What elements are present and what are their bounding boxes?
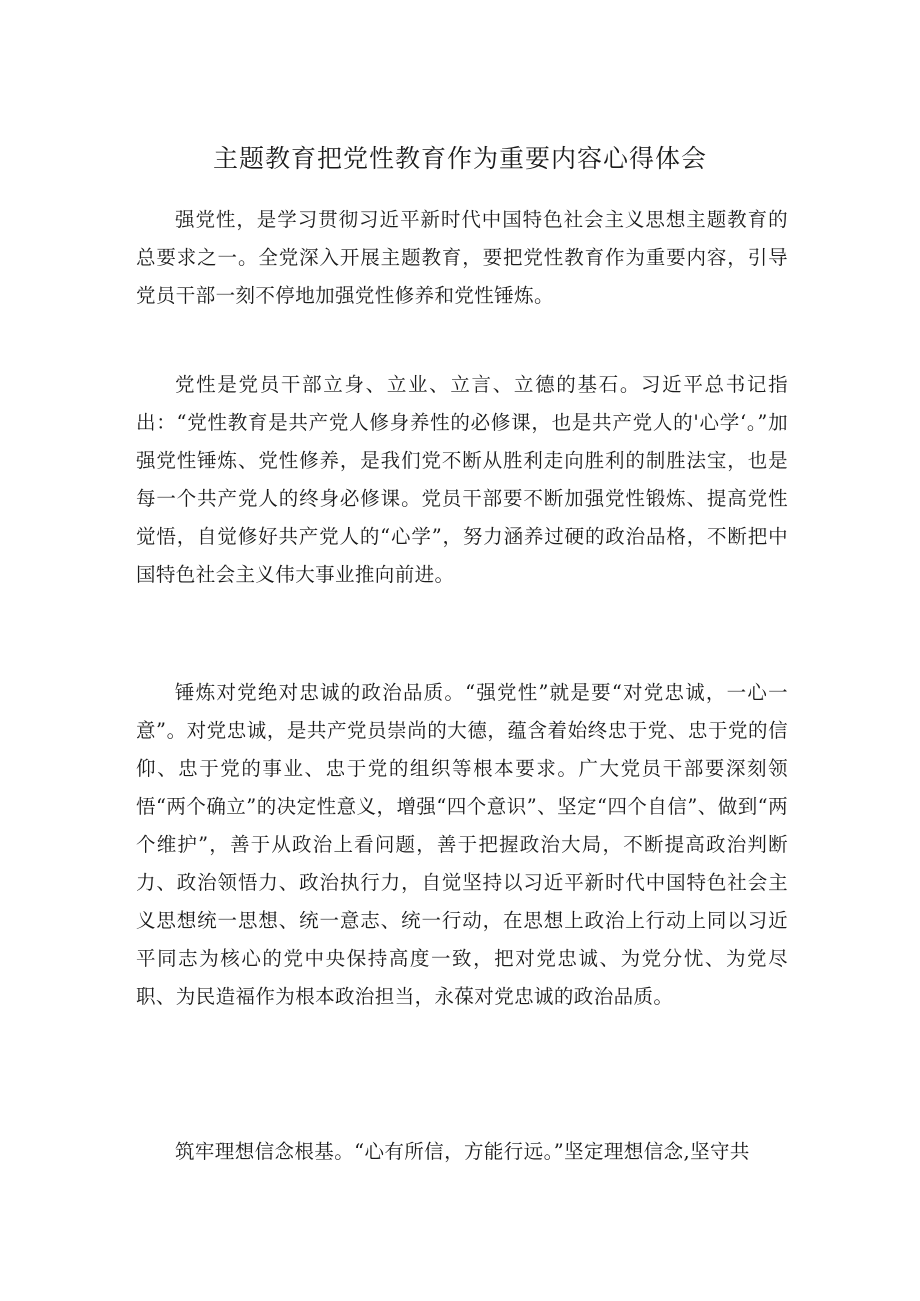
paragraph-loyalty: 锤炼对党绝对忠诚的政治品质。“强党性”就是要“对党忠诚，一心一意”。对党忠诚，是共产党员崇尚的大德，蕴含着始终忠于党、忠于党的信仰、忠于党的事业、忠于党的组织等根本要求。广大党员干部要深刻领悟“两个确立”的决定性意义，增强“四个意识”、坚定“四个自信”、做到“两个维护”，善于从政治上看问题，善于把握政治大局，不断提高政治判断力、政治领悟力、政治执行力，自觉坚持以习近平新时代中国特色社会主义思想统一思想、统一意志、统一行动，在思想上政治上行动上同以习近平同志为核心的党中央保持高度一致，把对党忠诚、为党分忧、为党尽职、为民造福作为根本政治担当，永葆对党忠诚的政治品质。 (136, 681, 788, 1008)
document-title: 主题教育把党性教育作为重要内容心得体会 (212, 144, 707, 173)
paragraph-ideals-beliefs: 筑牢理想信念根基。“心有所信，方能行远。”坚定理想信念,坚守共 (175, 1140, 750, 1163)
paragraph-party-spirit-foundation: 党性是党员干部立身、立业、立言、立德的基石。习近平总书记指出：“党性教育是共产党人修身养性的必修课，也是共产党人的'心学‘。”加强党性锤炼、党性修养，是我们党不断从胜利走向胜利的制胜法宝，也是每一个共产党人的终身必修课。党员干部要不断加强党性锻炼、提高党性觉悟，自觉修好共产党人的“心学”，努力涵养过硬的政治品格，不断把中国特色社会主义伟大事业推向前进。 (136, 373, 788, 586)
paragraph-intro: 强党性，是学习贯彻习近平新时代中国特色社会主义思想主题教育的总要求之一。全党深入开展主题教育，要把党性教育作为重要内容，引导党员干部一刻不停地加强党性修养和党性锤炼。 (136, 208, 788, 307)
